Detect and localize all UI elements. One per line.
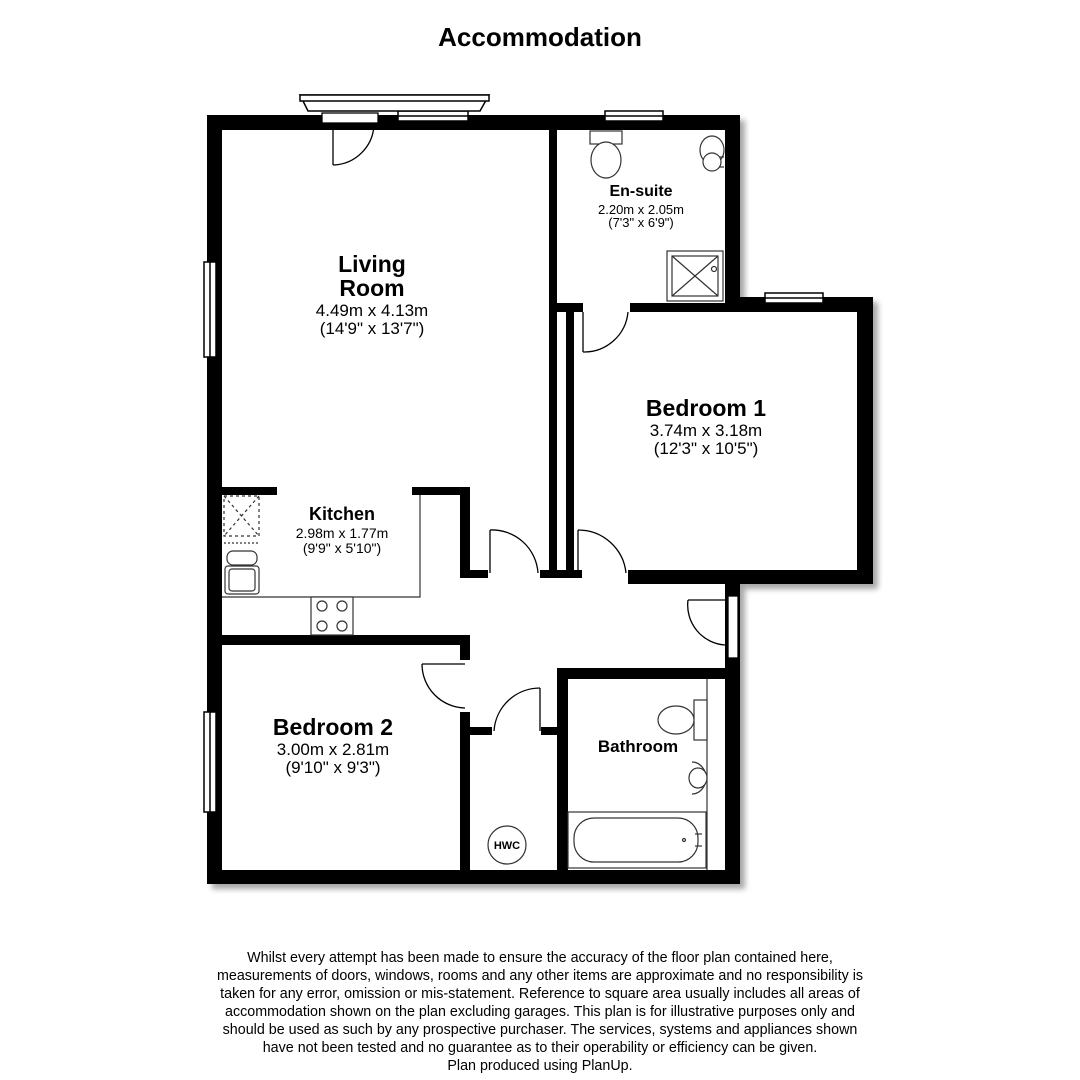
- room-label-kitchen: [272, 505, 412, 555]
- bedroom1-name: Bedroom 1: [645, 395, 767, 421]
- hot-water-cylinder: [488, 826, 526, 864]
- hwc-label: HWC: [493, 840, 521, 852]
- bedroom1-metric: 3.74m x 3.18m: [649, 421, 763, 441]
- room-label-bedroom1: [596, 396, 816, 458]
- room-label-bathroom: [578, 738, 698, 756]
- ensuite-name: En-suite: [609, 183, 673, 200]
- bedroom2-name: Bedroom 2: [272, 714, 394, 740]
- ensuite-imperial: (7'3" x 6'9"): [608, 215, 674, 231]
- bedroom2-metric: 3.00m x 2.81m: [276, 740, 390, 760]
- room-label-ensuite: [571, 184, 711, 230]
- living-name-line1: Living: [338, 251, 406, 277]
- living-name-line2: Room: [339, 275, 405, 302]
- kitchen-name: Kitchen: [308, 504, 375, 524]
- disclaimer-line: accommodation shown on the plan excluding garages. This plan is for illustrative purposes only and: [225, 1004, 855, 1020]
- bathroom-name: Bathroom: [597, 737, 679, 756]
- disclaimer-line: Plan produced using PlanUp.: [447, 1058, 633, 1074]
- ensuite-metric: 2.20m x 2.05m: [598, 201, 684, 217]
- page-title: Accommodation: [438, 22, 642, 52]
- kitchen-imperial: (9'9" x 5'10"): [302, 539, 382, 556]
- disclaimer: [160, 949, 920, 1075]
- disclaimer-line: have not been tested and no guarantee as to their operability or efficiency can be given.: [262, 1040, 818, 1056]
- disclaimer-line: measurements of doors, windows, rooms and any other items are approximate and no responsibility is: [216, 968, 864, 984]
- porch: [300, 95, 489, 111]
- living-imperial: (14'9" x 13'7"): [319, 319, 425, 339]
- disclaimer-line: Whilst every attempt has been made to ensure the accuracy of the floor plan contained here,: [247, 950, 833, 966]
- room-label-bedroom2: [233, 715, 433, 777]
- disclaimer-line: should be used as such by any prospective purchaser. The services, systems and appliances shown: [222, 1022, 858, 1038]
- kitchen-metric: 2.98m x 1.77m: [295, 524, 389, 541]
- living-metric: 4.49m x 4.13m: [315, 301, 429, 321]
- disclaimer-line: taken for any error, omission or mis-statement. Reference to square area usually includes all areas of: [220, 986, 860, 1002]
- bedroom2-imperial: (9'10" x 9'3"): [285, 757, 381, 777]
- room-label-living: [272, 252, 472, 338]
- bedroom1-imperial: (12'3" x 10'5"): [653, 438, 759, 458]
